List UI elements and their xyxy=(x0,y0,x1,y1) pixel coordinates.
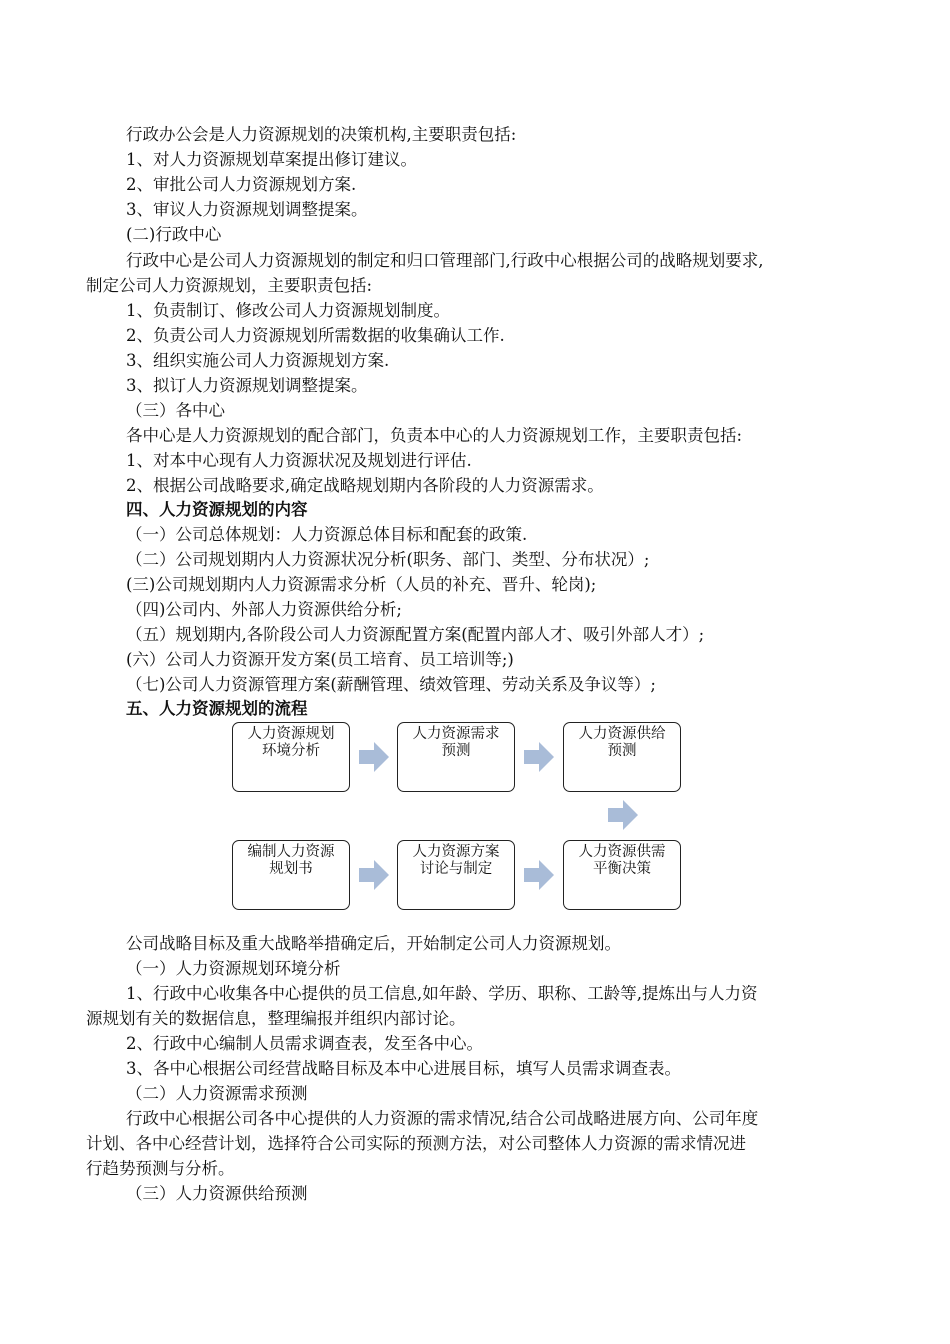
subsection-heading: (二)行政中心 xyxy=(126,225,222,244)
paragraph-line: 制定公司人力资源规划，主要职责包括: xyxy=(86,276,373,295)
list-item: （一）公司总体规划：人力资源总体目标和配套的政策. xyxy=(126,525,528,544)
paragraph-line: 1、行政中心收集各中心提供的员工信息,如年龄、学历、职称、工龄等,提炼出与人力资 xyxy=(126,984,758,1003)
subsection-heading: （三）人力资源供给预测 xyxy=(126,1184,308,1203)
subsection-heading: （一）人力资源规划环境分析 xyxy=(126,959,341,978)
flow-arrow-right-icon xyxy=(359,742,389,772)
flow-box-compile-plan xyxy=(232,840,350,910)
flow-box-environment-analysis xyxy=(232,722,350,792)
flow-arrow-right-icon xyxy=(524,860,554,890)
flow-box-text: 人力资源需求 xyxy=(412,726,500,742)
subsection-heading: （二）人力资源需求预测 xyxy=(126,1084,308,1103)
flow-box-text: 预测 xyxy=(441,743,471,759)
paragraph-line: 1、对本中心现有人力资源状况及规划进行评估. xyxy=(126,451,472,470)
list-item: （四)公司内、外部人力资源供给分析; xyxy=(126,600,402,619)
paragraph-line: 3、各中心根据公司经营战略目标及本中心进展目标，填写人员需求调查表。 xyxy=(126,1059,681,1078)
paragraph-line: 2、负责公司人力资源规划所需数据的收集确认工作. xyxy=(126,326,505,345)
paragraph-line: 2、行政中心编制人员需求调查表，发至各中心。 xyxy=(126,1034,483,1053)
list-item: （五）规划期内,各阶段公司人力资源配置方案(配置内部人才、吸引外部人才）; xyxy=(126,625,705,644)
paragraph-line: 2、审批公司人力资源规划方案. xyxy=(126,175,357,194)
paragraph-line: 行政中心根据公司各中心提供的人力资源的需求情况,结合公司战略进展方向、公司年度 xyxy=(126,1109,759,1128)
flow-box-supply-forecast xyxy=(563,722,681,792)
flow-arrow-right-icon xyxy=(608,800,638,830)
section-heading: 五、人力资源规划的流程 xyxy=(126,699,308,718)
flow-box-text: 编制人力资源 xyxy=(247,844,335,860)
flow-box-text: 人力资源规划 xyxy=(247,726,335,742)
paragraph-line: 公司战略目标及重大战略举措确定后，开始制定公司人力资源规划。 xyxy=(126,934,621,953)
flow-box-text: 人力资源供需 xyxy=(578,844,666,860)
list-item: (三)公司规划期内人力资源需求分析（人员的补充、晋升、轮岗); xyxy=(126,575,597,594)
flow-box-text: 预测 xyxy=(607,743,637,759)
list-item: （七)公司人力资源管理方案(薪酬管理、绩效管理、劳动关系及争议等）; xyxy=(126,675,656,694)
paragraph-line: 行趋势预测与分析。 xyxy=(86,1159,235,1178)
flow-box-text: 规划书 xyxy=(269,861,313,877)
paragraph-line: 行政中心是公司人力资源规划的制定和归口管理部门,行政中心根据公司的战略规划要求, xyxy=(126,251,764,270)
paragraph-line: 3、审议人力资源规划调整提案。 xyxy=(126,200,368,219)
flow-box-plan-discussion xyxy=(397,840,515,910)
flow-box-text: 人力资源方案 xyxy=(412,844,500,860)
flow-arrow-right-icon xyxy=(524,742,554,772)
paragraph-line: 3、拟订人力资源规划调整提案。 xyxy=(126,376,368,395)
flow-box-text: 人力资源供给 xyxy=(578,726,666,742)
paragraph-line: 各中心是人力资源规划的配合部门，负责本中心的人力资源规划工作，主要职责包括: xyxy=(126,426,743,445)
paragraph-line: 行政办公会是人力资源规划的决策机构,主要职责包括: xyxy=(126,125,517,144)
list-item: (六）公司人力资源开发方案(员工培育、员工培训等;) xyxy=(126,650,514,669)
flow-box-balance-decision xyxy=(563,840,681,910)
paragraph-line: 计划、各中心经营计划，选择符合公司实际的预测方法，对公司整体人力资源的需求情况进 xyxy=(86,1134,746,1153)
subsection-heading: （三）各中心 xyxy=(126,401,225,420)
paragraph-line: 2、根据公司战略要求,确定战略规划期内各阶段的人力资源需求。 xyxy=(126,476,604,495)
flow-arrow-right-icon xyxy=(359,860,389,890)
flow-box-demand-forecast xyxy=(397,722,515,792)
flow-box-text: 讨论与制定 xyxy=(419,861,493,877)
paragraph-line: 源规划有关的数据信息，整理编报并组织内部讨论。 xyxy=(86,1009,466,1028)
paragraph-line: 1、对人力资源规划草案提出修订建议。 xyxy=(126,150,417,169)
paragraph-line: 3、组织实施公司人力资源规划方案. xyxy=(126,351,390,370)
flow-box-text: 环境分析 xyxy=(262,743,320,759)
list-item: （二）公司规划期内人力资源状况分析(职务、部门、类型、分布状况）; xyxy=(126,550,650,569)
paragraph-line: 1、负责制订、修改公司人力资源规划制度。 xyxy=(126,301,450,320)
flow-box-text: 平衡决策 xyxy=(593,861,651,877)
section-heading: 四、人力资源规划的内容 xyxy=(126,500,308,519)
